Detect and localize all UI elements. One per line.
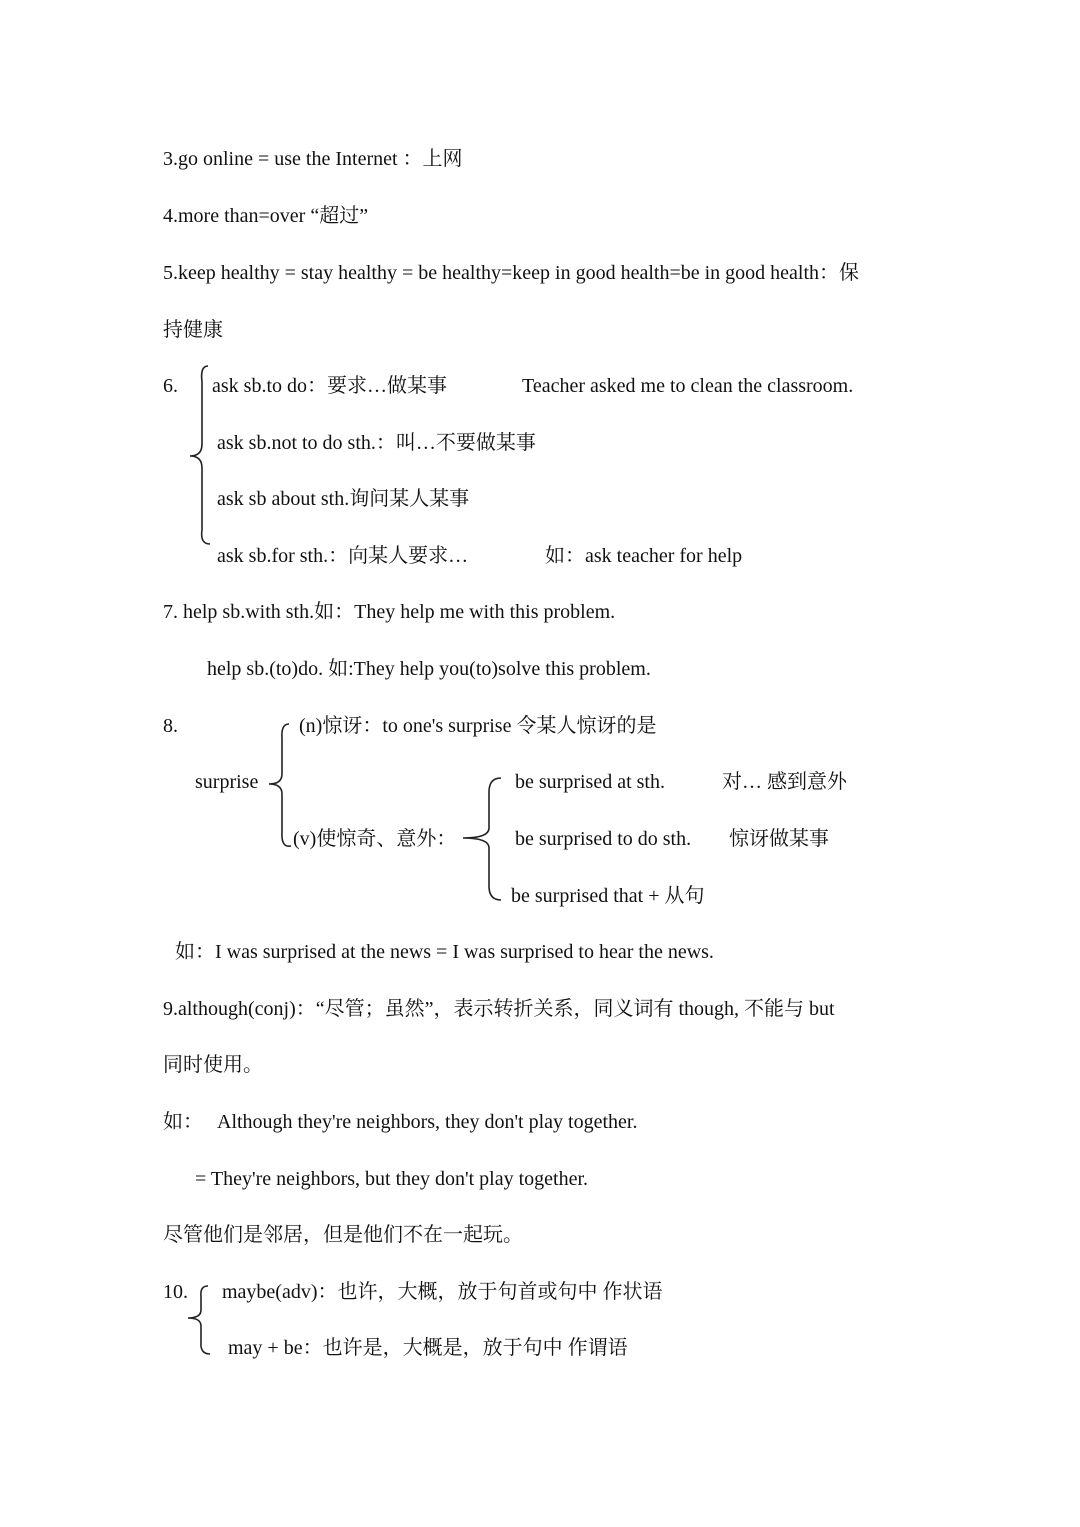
item-10-number: 10. [163,1281,188,1303]
item-9-line-1: 9.although(conj)：“尽管；虽然”，表示转折关系，同义词有 though, 不能与 but [163,998,835,1020]
item-8-brace-main [265,722,295,850]
item-8-brace-verb [461,776,505,904]
item-8-example: 如：I was surprised at the news = I was surprised to hear the news. [175,941,714,963]
item-6-number: 6. [163,375,178,397]
item-6-ask-not-to-do: ask sb.not to do sth.：叫…不要做某事 [217,432,536,454]
item-8-noun: (n)惊讶：to one's surprise 令某人惊讶的是 [299,715,657,737]
item-7-line-2: help sb.(to)do. 如:They help you(to)solve this problem. [207,658,651,680]
item-10-brace [184,1284,214,1356]
item-9-example-1: Although they're neighbors, they don't play together. [217,1111,638,1133]
item-10-may-be: may + be：也许是，大概是，放于句中 作谓语 [228,1337,628,1359]
item-8-surprised-that: be surprised that + 从句 [511,885,705,907]
item-4: 4.more than=over “超过” [163,205,369,227]
item-6-ask-for-example: 如：ask teacher for help [545,545,743,567]
item-6-ask-to-do: ask sb.to do：要求…做某事 [212,375,447,397]
item-8-surprised-at-meaning: 对… 感到意外 [722,771,847,793]
item-5-line-2: 持健康 [163,319,223,341]
item-8-verb: (v)使惊奇、意外： [293,828,457,850]
item-8-surprised-at: be surprised at sth. [515,771,665,793]
item-6-ask-about: ask sb about sth.询问某人某事 [217,488,470,510]
item-8-number: 8. [163,715,178,737]
item-5-line-1: 5.keep healthy = stay healthy = be healthy=keep in good health=be in good health：保 [163,262,860,284]
item-10-maybe: maybe(adv)：也许，大概，放于句首或句中 作状语 [222,1281,663,1303]
item-9-example-2: = They're neighbors, but they don't play together. [195,1168,589,1190]
item-7-line-1: 7. help sb.with sth.如：They help me with this problem. [163,601,616,623]
item-8-surprised-to-do-meaning: 惊讶做某事 [729,828,829,850]
item-9-line-2: 同时使用。 [163,1054,263,1076]
item-9-translation: 尽管他们是邻居，但是他们不在一起玩。 [163,1224,523,1246]
item-8-surprised-to-do: be surprised to do sth. [515,828,692,850]
item-8-word: surprise [195,771,259,793]
item-6-ask-to-do-example: Teacher asked me to clean the classroom. [522,375,854,397]
item-3: 3.go online = use the Internet ：上网 [163,148,463,170]
item-6-ask-for: ask sb.for sth.：向某人要求… [217,545,469,567]
item-9-example-label: 如： [163,1111,203,1133]
